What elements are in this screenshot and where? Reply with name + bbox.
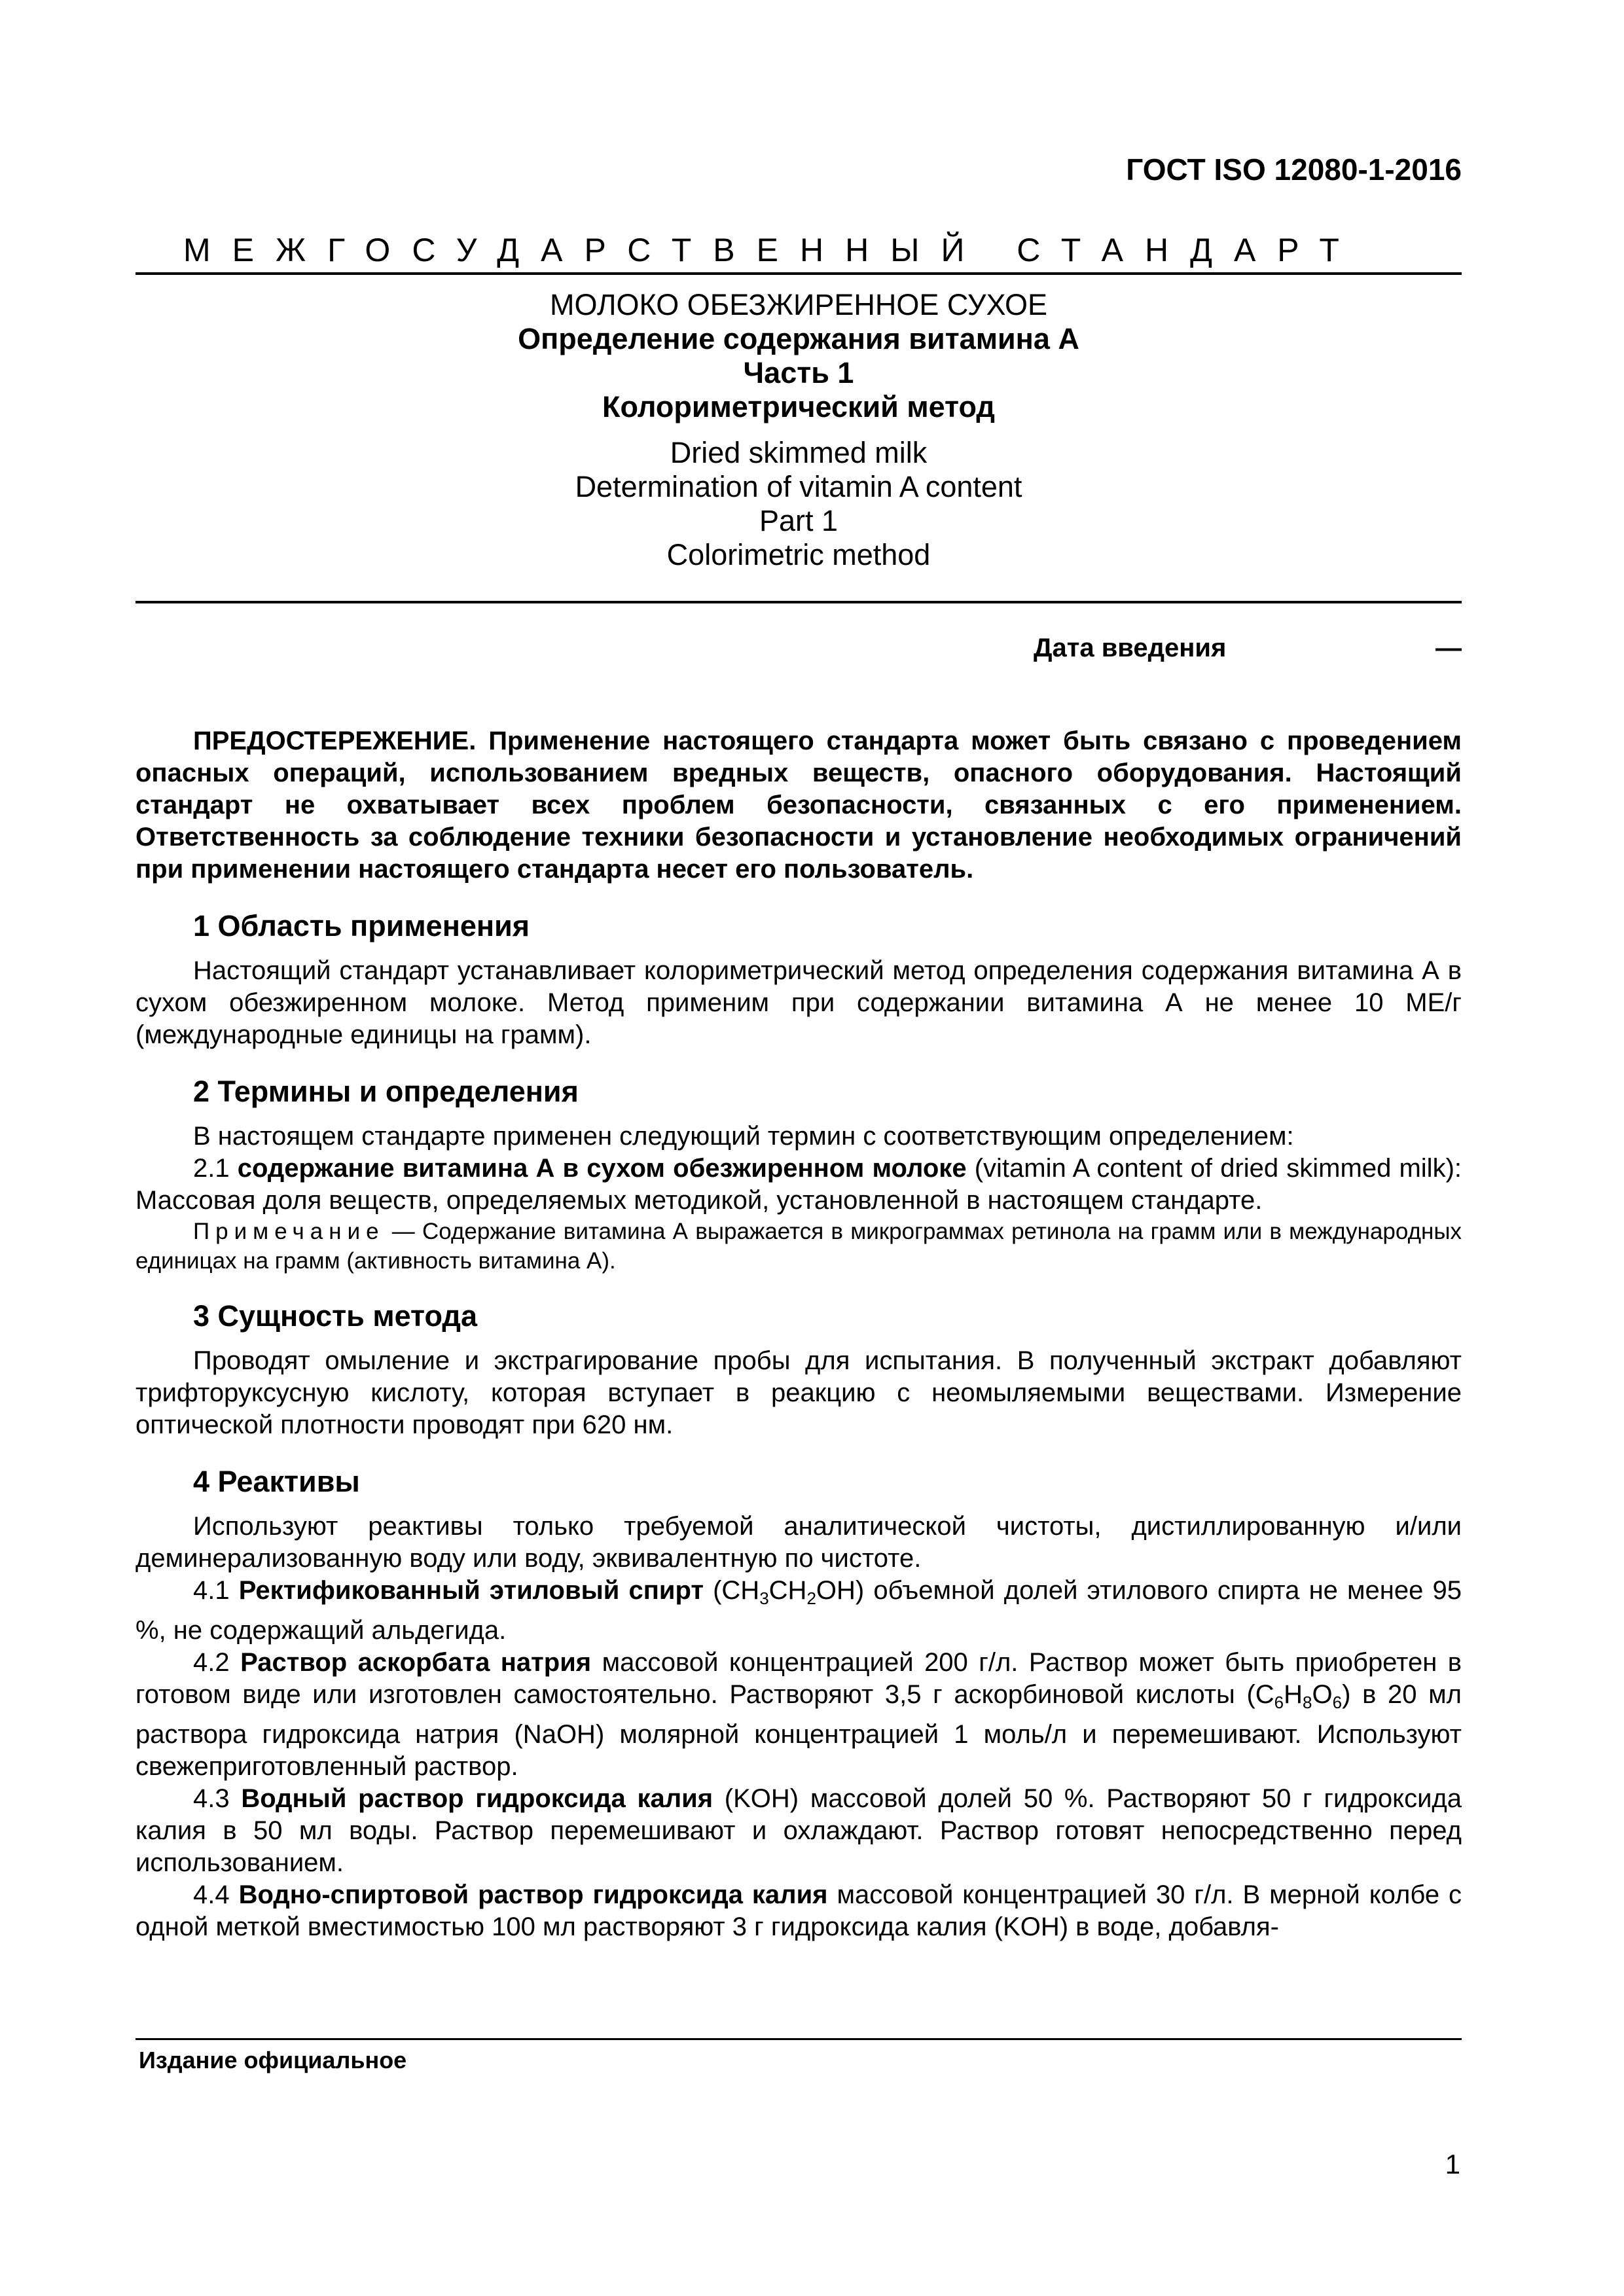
item-4-1-text: OH) объемной долей этилового спирта не менее 95 %, не содержащий альдегида. [135, 1576, 1462, 1645]
section-1-text: Настоящий стандарт устанавливает колориметрический метод определения содержания витамина А в сухом обезжиренном молоке. Метод применим при содержании витамина А не менее 10 МЕ/г (международные единицы на грамм). [135, 956, 1462, 1049]
page-number: 1 [1445, 2149, 1460, 2179]
warning-paragraph: ПРЕДОСТЕРЕЖЕНИЕ. Применение настоящего стандарта может быть связано с проведением опасных операций, использованием вредных веществ, опасного оборудования. Настоящий стандарт не охватывает всех проблем безопасности, связанных с его применением. Ответственность за соблюдение техники безопасности и установление необходимых ограничений при применении настоящего стандарта несет его пользователь. [135, 726, 1462, 884]
item-4-4-text: массовой концентрацией 30 г/л. В мерной колбе с одной меткой вместимостью 100 мл растворяют 3 г гидроксида калия (KOH) в воде, добавля- [135, 1880, 1462, 1941]
item-4-4-number: 4.4 [193, 1880, 239, 1909]
term-name: содержание витамина А в сухом обезжиренном молоке [237, 1154, 967, 1183]
note-paragraph [135, 1217, 1462, 1276]
section-4-heading: 4 Реактивы [193, 1465, 360, 1498]
item-4-1-name: Ректификованный этиловый спирт [238, 1576, 704, 1605]
note-label: Примечание [193, 1219, 385, 1244]
item-4-3-number: 4.3 [193, 1784, 242, 1813]
section-3-heading: 3 Сущность метода [193, 1299, 477, 1333]
title-ru-line1: МОЛОКО ОБЕЗЖИРЕННОЕ СУХОЕ [549, 288, 1048, 321]
header-rule [135, 272, 1462, 275]
official-edition-label: Издание официальное [139, 2047, 407, 2073]
item-4-2-text: O [1312, 1680, 1333, 1709]
section-3-text: Проводят омыление и экстрагирование пробы для испытания. В полученный экстракт добавляют трифторуксусную кислоту, которая вступает в реакцию с неомыляемыми веществами. Измерение оптической плотности проводят при 620 нм. [135, 1346, 1462, 1439]
item-4-4-name: Водно-спиртовой раствор гидроксида калия [238, 1880, 828, 1909]
item-4-1-text: CH [768, 1576, 807, 1605]
term-2-1 [135, 1153, 1462, 1217]
item-4-1 [135, 1575, 1462, 1647]
gost-code: ГОСТ ISO 12080-1-2016 [1126, 152, 1462, 187]
title-ru-line3: Часть 1 [743, 356, 854, 389]
item-4-3-name: Водный раствор гидроксида калия [241, 1784, 713, 1813]
item-4-2-text: ) в 20 мл раствора гидроксида натрия (NaOH) молярной концентрацией 1 моль/л и перемешивают. Используют свежеприготовленный раствор. [135, 1680, 1462, 1781]
item-4-4 [135, 1879, 1462, 1943]
subscript: 3 [759, 1588, 769, 1608]
item-4-3-text: (KOH) массовой долей 50 %. Растворяют 50 г гидроксида калия в 50 мл воды. Раствор перемешивают и охлаждают. Раствор готовят непосредственно перед использованием. [135, 1784, 1462, 1877]
title-en-line3: Part 1 [759, 504, 839, 537]
title-rule [135, 601, 1462, 603]
title-en-line1: Dried skimmed milk [670, 436, 928, 469]
title-ru-line2: Определение содержания витамина А [518, 322, 1079, 355]
interstate-standard-heading: МЕЖГОСУДАРСТВЕННЫЙ СТАНДАРТ [183, 232, 1361, 268]
intro-date-value: — [1435, 634, 1462, 662]
subscript: 8 [1303, 1693, 1312, 1712]
section-4-intro: Используют реактивы только требуемой аналитической чистоты, дистиллированную и/или деминерализованную воду или воду, эквивалентную по чистоте. [135, 1512, 1462, 1573]
title-en-line2: Determination of vitamin A content [575, 470, 1022, 503]
title-ru-line4: Колориметрический метод [602, 390, 995, 423]
item-4-2-text: H [1284, 1680, 1303, 1709]
title-block [135, 288, 1462, 572]
subscript: 6 [1274, 1693, 1284, 1712]
item-4-2-number: 4.2 [193, 1648, 241, 1677]
term-number: 2.1 [193, 1154, 238, 1183]
subscript: 6 [1332, 1693, 1343, 1712]
item-4-3 [135, 1783, 1462, 1879]
section-1-heading: 1 Область применения [193, 909, 530, 942]
section-2-heading: 2 Термины и определения [193, 1075, 579, 1108]
note-text: — Содержание витамина А выражается в микрограммах ретинола на грамм или в международных единицах на грамм (активность витамина А). [135, 1219, 1462, 1274]
item-4-1-number: 4.1 [193, 1576, 239, 1605]
footer-rule [135, 2038, 1462, 2040]
item-4-2 [135, 1647, 1462, 1783]
document-body [135, 725, 1462, 1943]
subscript: 2 [806, 1588, 816, 1608]
item-4-1-text: (CH [703, 1576, 760, 1605]
intro-date-label: Дата введения [1034, 634, 1227, 662]
term-definition: (vitamin A content of dried skimmed milk): Массовая доля веществ, определяемых методикой, установленной в настоящем стандарте. [135, 1154, 1462, 1215]
title-en-line4: Colorimetric method [666, 538, 931, 571]
item-4-2-name: Раствор аскорбата натрия [240, 1648, 592, 1677]
section-2-intro: В настоящем стандарте применен следующий термин с соответствующим определением: [193, 1122, 1294, 1151]
item-4-2-text: массовой концентрацией 200 г/л. Раствор может быть приобретен в готовом виде или изготовлен самостоятельно. Растворяют 3,5 г аскорбиновой кислоты (C [135, 1648, 1462, 1709]
